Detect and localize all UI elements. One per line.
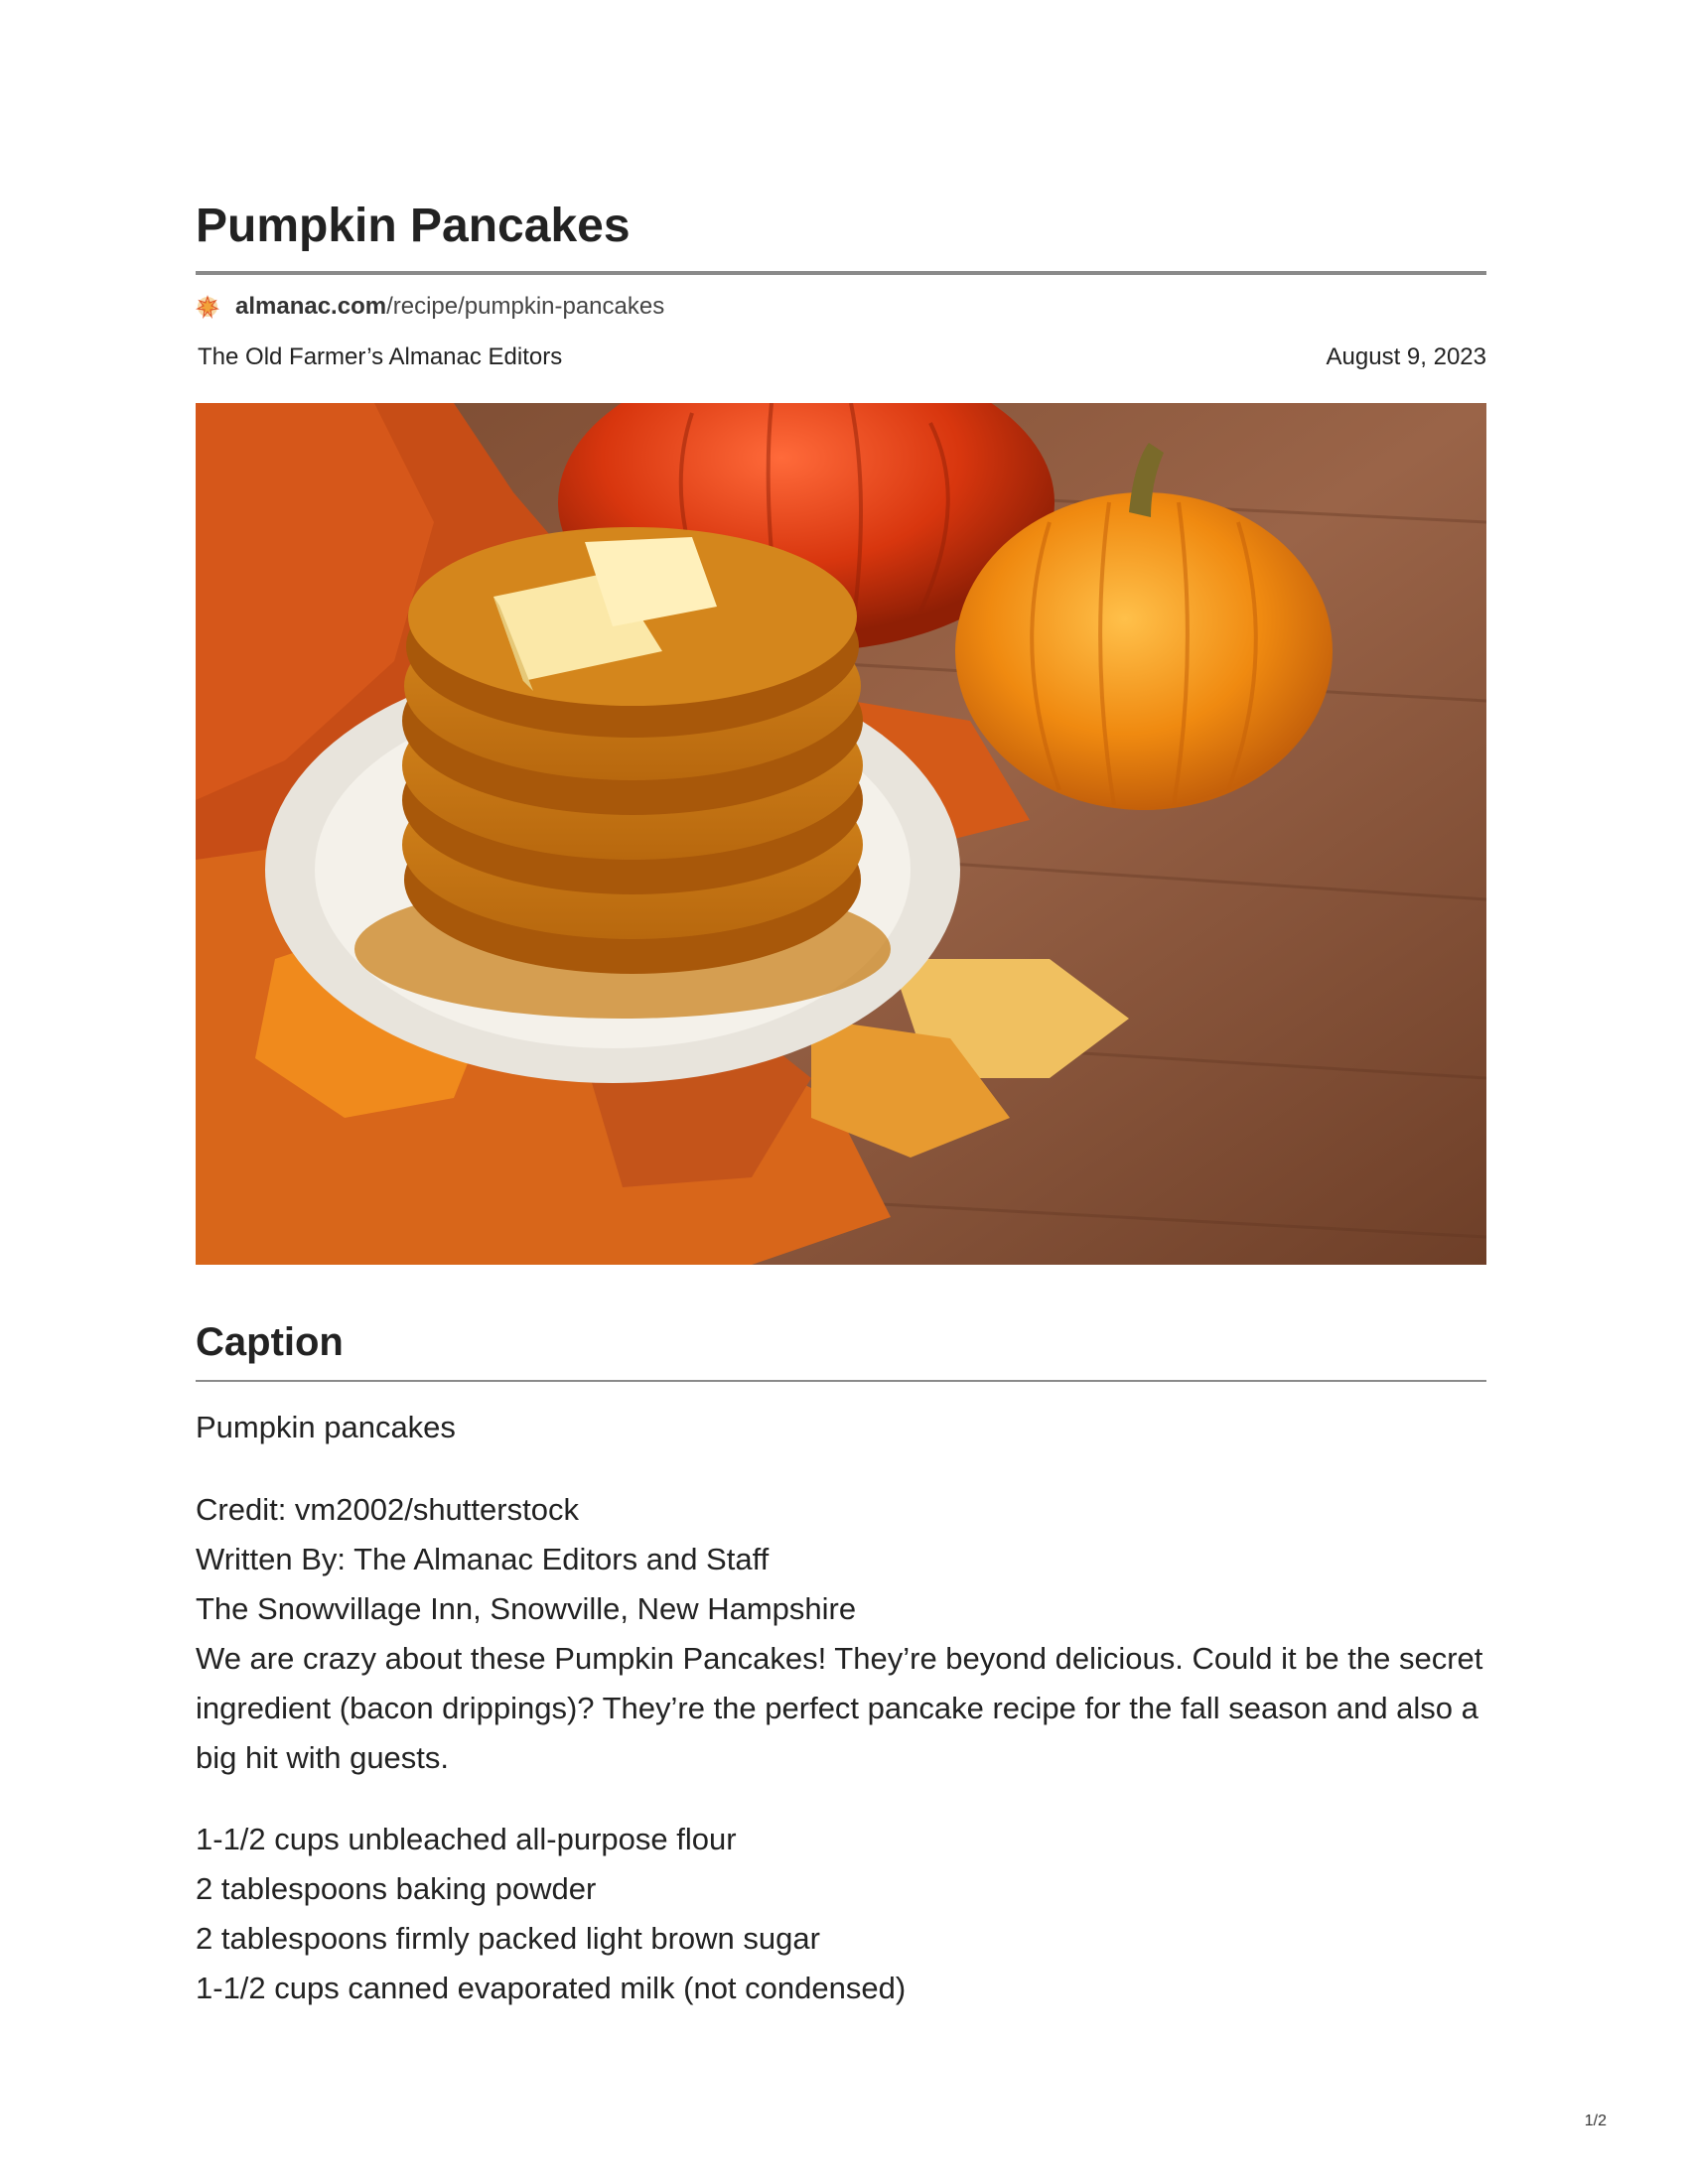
written-by: Written By: The Almanac Editors and Staff <box>196 1542 770 1576</box>
source-path: /recipe/pumpkin-pancakes <box>386 293 665 320</box>
page-number: 1/2 <box>1584 2113 1607 2129</box>
credit-block <box>196 1485 1486 1783</box>
hero-image <box>196 403 1486 1265</box>
author: The Old Farmer’s Almanac Editors <box>198 343 563 370</box>
location: The Snowvillage Inn, Snowville, New Hampshire <box>196 1591 857 1626</box>
publish-date: August 9, 2023 <box>1326 343 1486 370</box>
ingredient-item: 1-1/2 cups unbleached all-purpose flour <box>196 1822 737 1856</box>
caption-heading: Caption <box>196 1320 344 1364</box>
source-domain: almanac.com <box>235 293 387 320</box>
title-divider <box>196 271 1486 275</box>
ingredient-item: 1-1/2 cups canned evaporated milk (not condensed) <box>196 1971 907 2005</box>
ingredient-item: 2 tablespoons baking powder <box>196 1871 597 1906</box>
ingredients-list <box>196 1815 1486 2013</box>
photo-credit: Credit: vm2002/shutterstock <box>196 1492 579 1527</box>
caption-divider <box>196 1380 1486 1382</box>
page-title: Pumpkin Pancakes <box>196 200 631 252</box>
ingredient-item: 2 tablespoons firmly packed light brown sugar <box>196 1921 820 1956</box>
recipe-description: We are crazy about these Pumpkin Pancakes! They’re beyond delicious. Could it be the secret ingredient (bacon drippings)? They’re the perfect pancake recipe for the fall season and also a big hit with guests. <box>196 1641 1483 1775</box>
pancake-stack-photo-icon <box>196 403 1486 1265</box>
almanac-favicon-icon <box>196 295 219 319</box>
source-link[interactable] <box>196 290 664 324</box>
caption-text: Pumpkin pancakes <box>196 1410 456 1444</box>
byline-row <box>198 343 1486 371</box>
